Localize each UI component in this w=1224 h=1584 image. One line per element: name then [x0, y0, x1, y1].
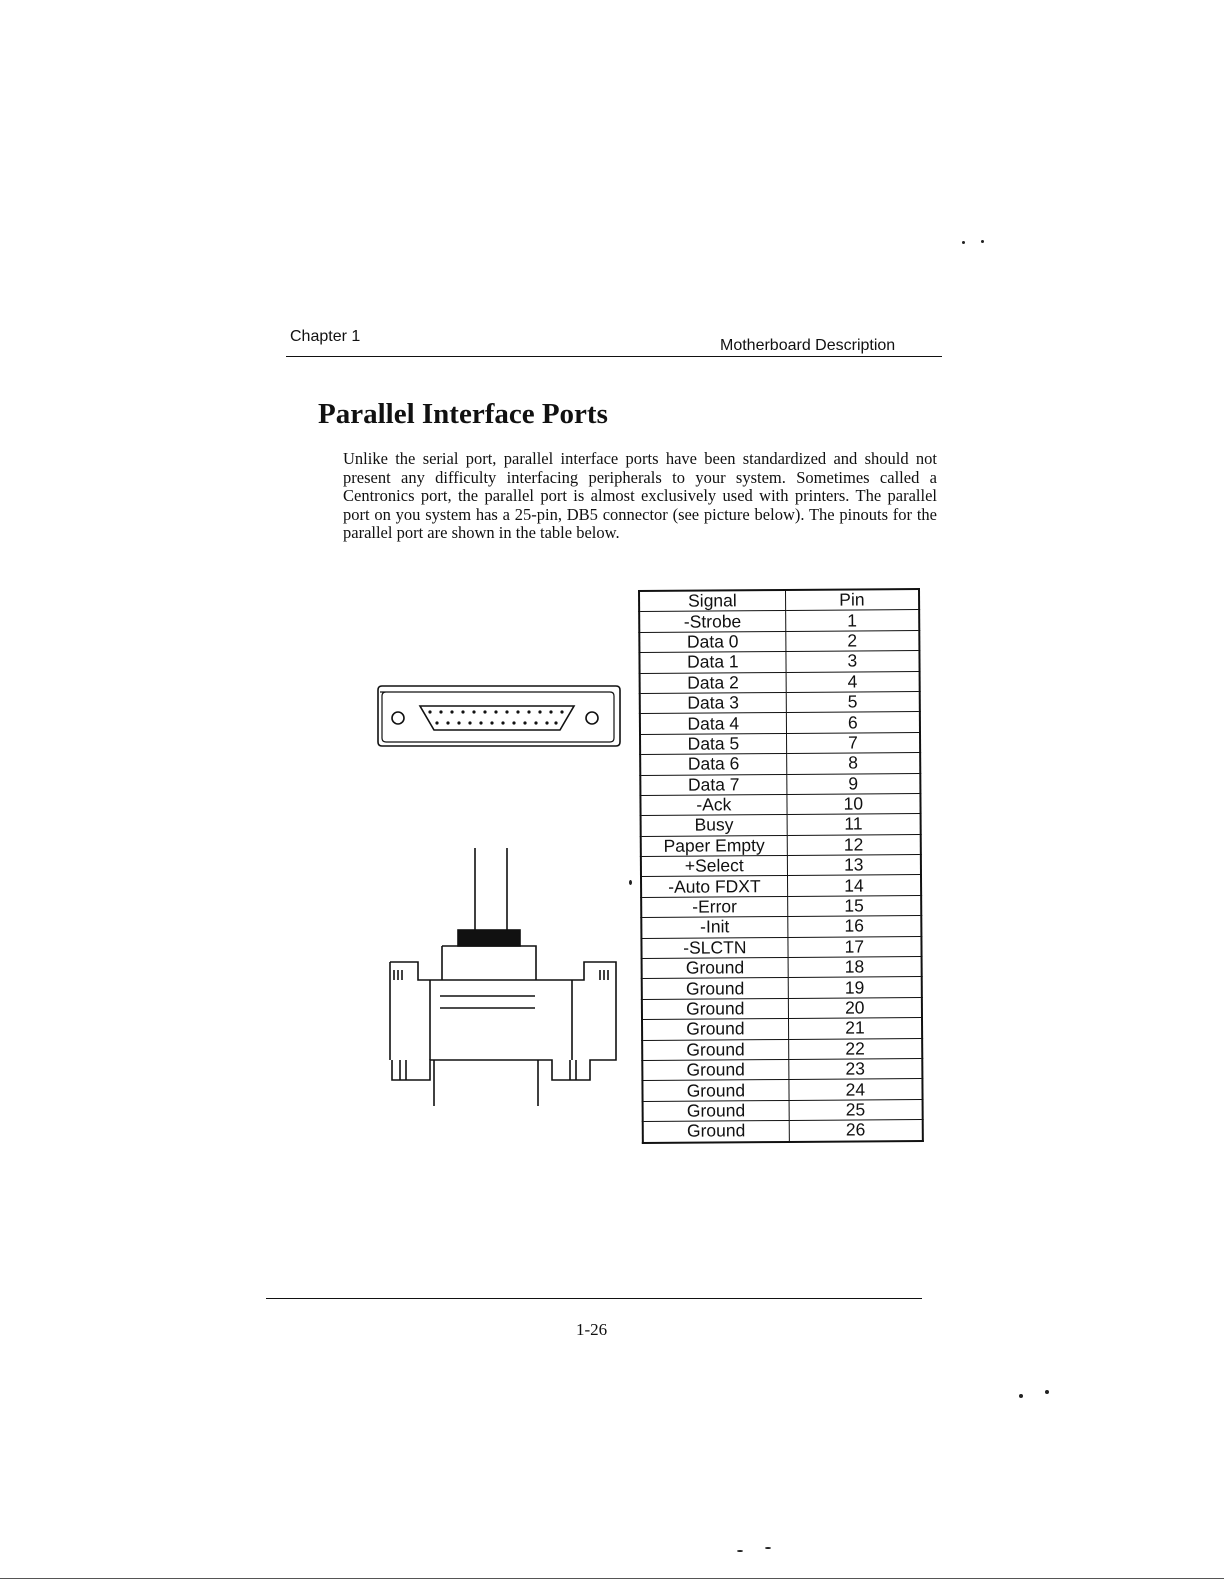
table-row	[642, 1038, 922, 1060]
table-row	[641, 875, 921, 897]
pin-cell: 13	[787, 855, 921, 876]
page-title: Parallel Interface Ports	[318, 398, 608, 430]
table-row	[640, 773, 920, 795]
pin-cell: 7	[786, 732, 920, 753]
table-row	[643, 1099, 923, 1121]
signal-cell: Busy	[641, 815, 787, 836]
signal-cell: Ground	[642, 1059, 788, 1080]
pin-cell: 19	[788, 977, 922, 998]
signal-cell: Ground	[642, 1039, 788, 1060]
signal-cell: Ground	[643, 1121, 789, 1143]
header-pin: Pin	[785, 589, 919, 611]
signal-cell: -Error	[641, 896, 787, 917]
signal-cell: -Auto FDXT	[641, 876, 787, 897]
header-chapter: Chapter 1	[290, 328, 361, 345]
header-signal: Signal	[639, 590, 785, 612]
signal-cell: Data 7	[640, 774, 786, 795]
pin-cell: 26	[789, 1120, 923, 1142]
signal-cell: -Strobe	[639, 611, 785, 632]
table-row	[640, 671, 920, 693]
pin-cell: 14	[787, 875, 921, 896]
db25-connector-icon	[378, 686, 620, 746]
table-row	[642, 957, 922, 979]
scan-speck	[981, 240, 984, 243]
table-row	[640, 793, 920, 815]
pin-dots	[428, 710, 563, 724]
body-paragraph: Unlike the serial port, parallel interface ports have been standardized and should not present any difficulty interfacing peripherals to your system. Sometimes called a Centronics port, the parallel port is almost exclusively used with printers. The parallel port on you system has a 25-pin, DB5 connector (see picture below). The pinouts for the parallel port are shown in the table below.	[343, 449, 937, 543]
pinout-rows	[639, 610, 923, 1143]
pin-cell: 4	[786, 671, 920, 692]
connector-figure	[370, 680, 630, 1110]
header-rule	[286, 356, 942, 357]
pin-cell: 23	[788, 1059, 922, 1080]
table-row	[642, 997, 922, 1019]
table-row	[641, 814, 921, 836]
table-row	[640, 753, 920, 775]
pin-cell: 20	[788, 997, 922, 1018]
signal-cell: -SLCTN	[641, 937, 787, 958]
table-row	[641, 895, 921, 917]
pin-cell: 21	[788, 1018, 922, 1039]
scan-speck	[765, 1547, 771, 1549]
scan-edge-line	[0, 1578, 1224, 1579]
footer-rule	[266, 1298, 922, 1299]
signal-cell: Data 4	[640, 713, 786, 734]
scan-speck	[737, 1550, 743, 1552]
table-row	[641, 834, 921, 856]
page-number: 1-26	[576, 1320, 608, 1339]
signal-cell: Paper Empty	[641, 835, 787, 856]
pin-cell: 6	[786, 712, 920, 733]
table-row	[642, 977, 922, 999]
pin-cell: 17	[788, 936, 922, 957]
pin-cell: 18	[788, 957, 922, 978]
signal-cell: Data 2	[640, 672, 786, 693]
table-header-row	[639, 589, 919, 612]
signal-cell: Ground	[643, 1100, 789, 1121]
pin-cell: 8	[786, 753, 920, 774]
signal-cell: Ground	[642, 957, 788, 978]
pin-cell: 5	[786, 691, 920, 712]
table-row	[639, 651, 919, 673]
pin-cell: 15	[787, 895, 921, 916]
scan-speck	[629, 880, 632, 885]
table-row	[641, 936, 921, 958]
pin-cell: 24	[789, 1079, 923, 1100]
signal-cell: +Select	[641, 856, 787, 877]
table-row	[640, 691, 920, 713]
table-row	[641, 855, 921, 877]
scan-speck	[1019, 1394, 1023, 1398]
signal-cell: Data 6	[640, 754, 786, 775]
pin-cell: 10	[787, 793, 921, 814]
pin-cell: 3	[786, 651, 920, 672]
table-row	[642, 1059, 922, 1081]
pin-cell: 22	[788, 1038, 922, 1059]
signal-cell: Ground	[642, 978, 788, 999]
pin-cell: 9	[786, 773, 920, 794]
scan-speck	[1045, 1390, 1049, 1394]
table-row	[642, 1018, 922, 1040]
pin-cell: 2	[785, 630, 919, 651]
signal-cell: Data 1	[639, 652, 785, 673]
pin-cell: 25	[789, 1099, 923, 1120]
pin-cell: 1	[785, 610, 919, 631]
parallel-cable-plug-icon	[390, 848, 616, 1106]
signal-cell: -Ack	[640, 794, 786, 815]
signal-cell: Ground	[642, 1080, 788, 1101]
pin-cell: 12	[787, 834, 921, 855]
pinout-table	[638, 588, 924, 1144]
signal-cell: -Init	[641, 917, 787, 938]
header-section: Motherboard Description	[720, 337, 896, 354]
table-row	[641, 916, 921, 938]
table-row	[639, 630, 919, 652]
signal-cell: Data 0	[639, 631, 785, 652]
signal-cell: Data 3	[640, 692, 786, 713]
signal-cell: Ground	[642, 1019, 788, 1040]
table-row	[642, 1079, 922, 1101]
table-row	[640, 712, 920, 734]
table-row	[639, 610, 919, 632]
pin-cell: 16	[787, 916, 921, 937]
scan-speck	[962, 241, 965, 244]
signal-cell: Ground	[642, 998, 788, 1019]
pin-cell: 11	[787, 814, 921, 835]
table-row	[640, 732, 920, 754]
table-row	[643, 1120, 923, 1143]
signal-cell: Data 5	[640, 733, 786, 754]
